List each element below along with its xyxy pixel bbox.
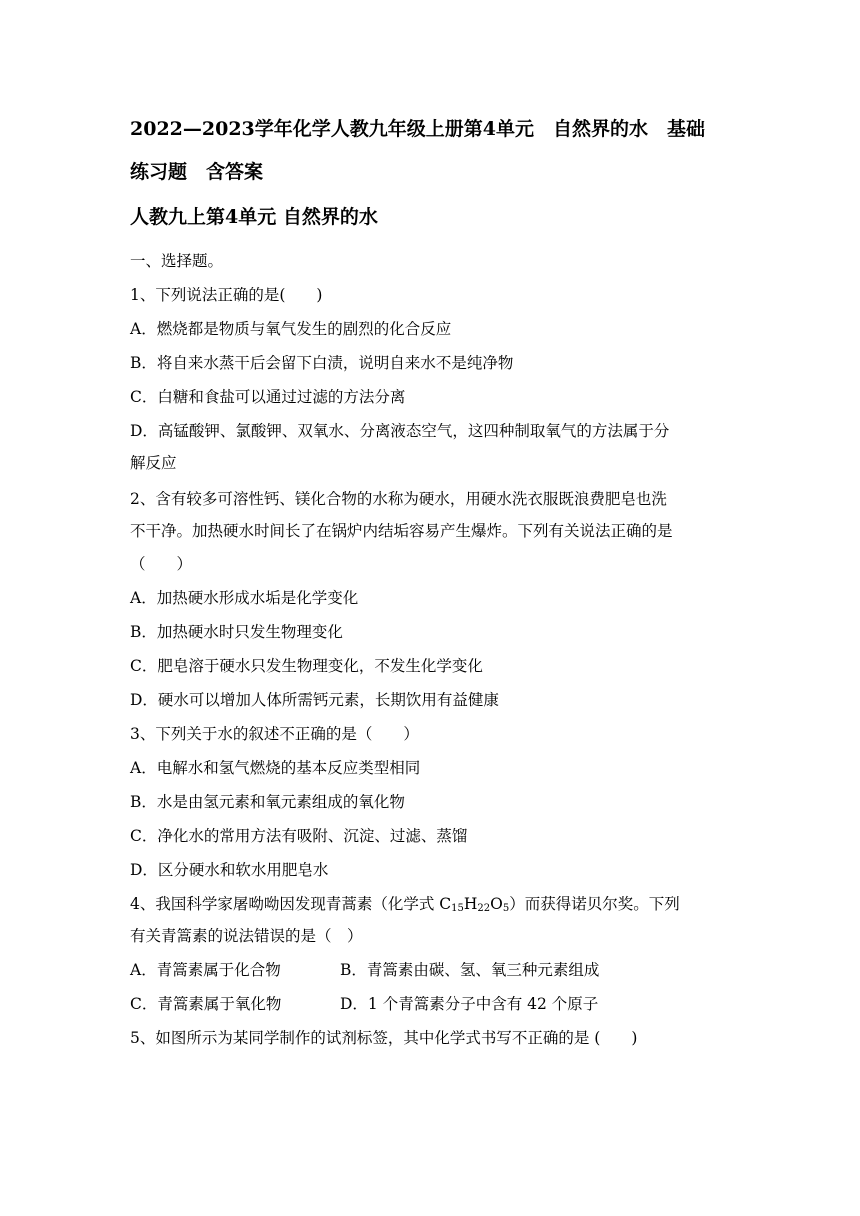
- q1-option-a: A．燃烧都是物质与氧气发生的剧烈的化合反应: [130, 320, 452, 338]
- q4-stem-suffix: ）而获得诺贝尔奖。下列: [509, 895, 680, 913]
- q2-stem-line2: 不干净。加热硬水时间长了在锅炉内结垢容易产生爆炸。下列有关说法正确的是: [130, 522, 673, 540]
- q4-formula-sub-o: 5: [502, 903, 510, 914]
- q2-option-d: D．硬水可以增加人体所需钙元素，长期饮用有益健康: [130, 691, 499, 709]
- q4-formula-o: O: [490, 895, 503, 913]
- q1-option-d-line2: 解反应: [130, 454, 177, 472]
- q4-stem-line1: [130, 893, 680, 920]
- section-heading: 一、选择题。: [130, 252, 224, 270]
- q4-option-a: A．青篙素属于化合物: [130, 961, 281, 979]
- q4-options-row1: [130, 959, 600, 981]
- q1-option-b: B．将自来水蒸干后会留下白渍，说明自来水不是纯净物: [130, 354, 514, 372]
- q4-formula-sub-h: 22: [477, 903, 491, 914]
- q3-option-a: A．电解水和氢气燃烧的基本反应类型相同: [130, 759, 421, 777]
- q3-option-d: D．区分硬水和软水用肥皂水: [130, 861, 329, 879]
- q1-option-d-line1: D．高锰酸钾、氯酸钾、双氧水、分离液态空气，这四种制取氧气的方法属于分: [130, 422, 670, 440]
- q3-stem: 3、下列关于水的叙述不正确的是（ ）: [130, 725, 419, 743]
- q5-stem: 5、如图所示为某同学制作的试剂标签，其中化学式书写不正确的是 ( ): [130, 1029, 638, 1047]
- q2-stem-line1: 2、含有较多可溶性钙、镁化合物的水称为硬水，用硬水洗衣服既浪费肥皂也洗: [130, 490, 667, 508]
- q4-option-d: D．1 个青篙素分子中含有 42 个原子: [340, 995, 599, 1013]
- q2-option-b: B．加热硬水时只发生物理变化: [130, 623, 343, 641]
- q1-stem: 1、下列说法正确的是( ): [130, 286, 323, 304]
- q2-option-c: C．肥皂溶于硬水只发生物理变化，不发生化学变化: [130, 657, 483, 675]
- document-title-line1: 2022—2023学年化学人教九年级上册第4单元 自然界的水 基础: [130, 118, 705, 140]
- q3-option-c: C．净化水的常用方法有吸附、沉淀、过滤、蒸馏: [130, 827, 468, 845]
- q4-formula-sub-c: 15: [451, 903, 464, 914]
- q4-option-b: B．青篙素由碳、氢、氧三种元素组成: [340, 961, 600, 979]
- q2-stem-line3: （ ）: [130, 555, 193, 573]
- q4-formula-h: H: [463, 895, 478, 913]
- q1-option-c: C．白糖和食盐可以通过过滤的方法分离: [130, 388, 406, 406]
- unit-subtitle: 人教九上第4单元 自然界的水: [130, 206, 378, 228]
- q3-option-b: B．水是由氢元素和氧元素组成的氧化物: [130, 793, 405, 811]
- q4-stem-prefix: 4、我国科学家屠呦呦因发现青蒿素（化学式 C: [130, 895, 452, 913]
- document-title-line2: 练习题 含答案: [130, 161, 264, 183]
- q4-option-c: C．青篙素属于氧化物: [130, 995, 282, 1013]
- q4-options-row2: [130, 993, 599, 1015]
- q4-stem-line2: 有关青篙素的说法错误的是（ ）: [130, 927, 363, 945]
- q2-option-a: A．加热硬水形成水垢是化学变化: [130, 589, 359, 607]
